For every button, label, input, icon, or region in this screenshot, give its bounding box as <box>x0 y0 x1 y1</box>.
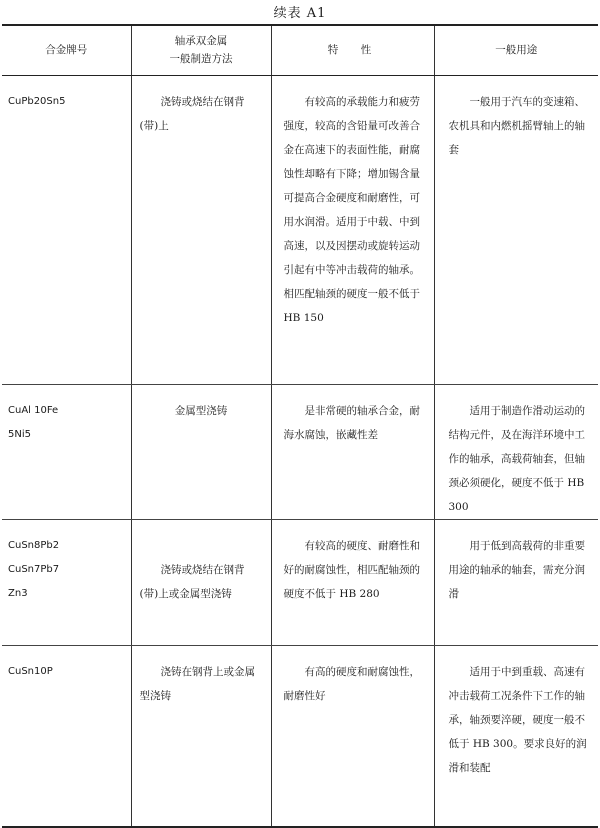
header-uses: 一般用途 <box>434 25 598 75</box>
cell-uses: 适用于中到重载、高速有冲击载荷工况条件下工作的轴承，轴颈要淬硬，硬度一般不低于 HB 300。要求良好的润滑和装配 <box>434 645 598 827</box>
cell-properties: 有较高的硬度、耐磨性和好的耐腐蚀性，相匹配轴颈的硬度不低于 HB 280 <box>271 519 434 645</box>
cell-uses: 用于低到高载荷的非重要用途的轴承的轴套，需充分润滑 <box>434 519 598 645</box>
cell-uses: 一般用于汽车的变速箱、农机具和内燃机摇臂轴上的轴套 <box>434 75 598 384</box>
alloy-table <box>2 24 598 828</box>
cell-method: 金属型浇铸 <box>131 384 271 519</box>
header-method <box>131 25 271 75</box>
cell-grade: CuSn8Pb2 CuSn7Pb7 Zn3 <box>2 519 131 645</box>
cell-grade: CuPb20Sn5 <box>2 75 131 384</box>
cell-grade: CuSn10P <box>2 645 131 827</box>
cell-properties: 有较高的承载能力和疲劳强度，较高的含铅量可改善合金在高速下的表面性能，耐腐蚀性却略有下降；增加锡含量可提高合金硬度和耐磨性，可用水润滑。适用于中载、中到高速，以及因摆动或旋转运动引起有中等冲击载荷的轴承。相匹配轴颈的硬度一般不低于 HB 150 <box>271 75 434 384</box>
cell-method: 浇铸或烧结在钢背(带)上 <box>131 75 271 384</box>
table-row <box>2 384 598 519</box>
cell-method: 浇铸或烧结在钢背(带)上或金属型浇铸 <box>131 519 271 645</box>
header-grade: 合金牌号 <box>2 25 131 75</box>
header-properties: 特 性 <box>271 25 434 75</box>
table-row <box>2 75 598 384</box>
table-header <box>2 25 598 75</box>
cell-properties: 是非常硬的轴承合金，耐海水腐蚀，嵌藏性差 <box>271 384 434 519</box>
cell-properties: 有高的硬度和耐腐蚀性，耐磨性好 <box>271 645 434 827</box>
cell-uses: 适用于制造作滑动运动的结构元件，及在海洋环境中工作的轴承，高载荷轴套，但轴颈必须硬化，硬度不低于 HB 300 <box>434 384 598 519</box>
header-method-line2: 一般制造方法 <box>169 53 233 66</box>
cell-grade: CuAl 10Fe 5Ni5 <box>2 384 131 519</box>
table-caption: 续表 A1 <box>273 6 327 21</box>
header-method-line1: 轴承双金属 <box>174 35 228 48</box>
cell-method: 浇铸在钢背上或金属型浇铸 <box>131 645 271 827</box>
table-row <box>2 645 598 827</box>
table-row <box>2 519 598 645</box>
